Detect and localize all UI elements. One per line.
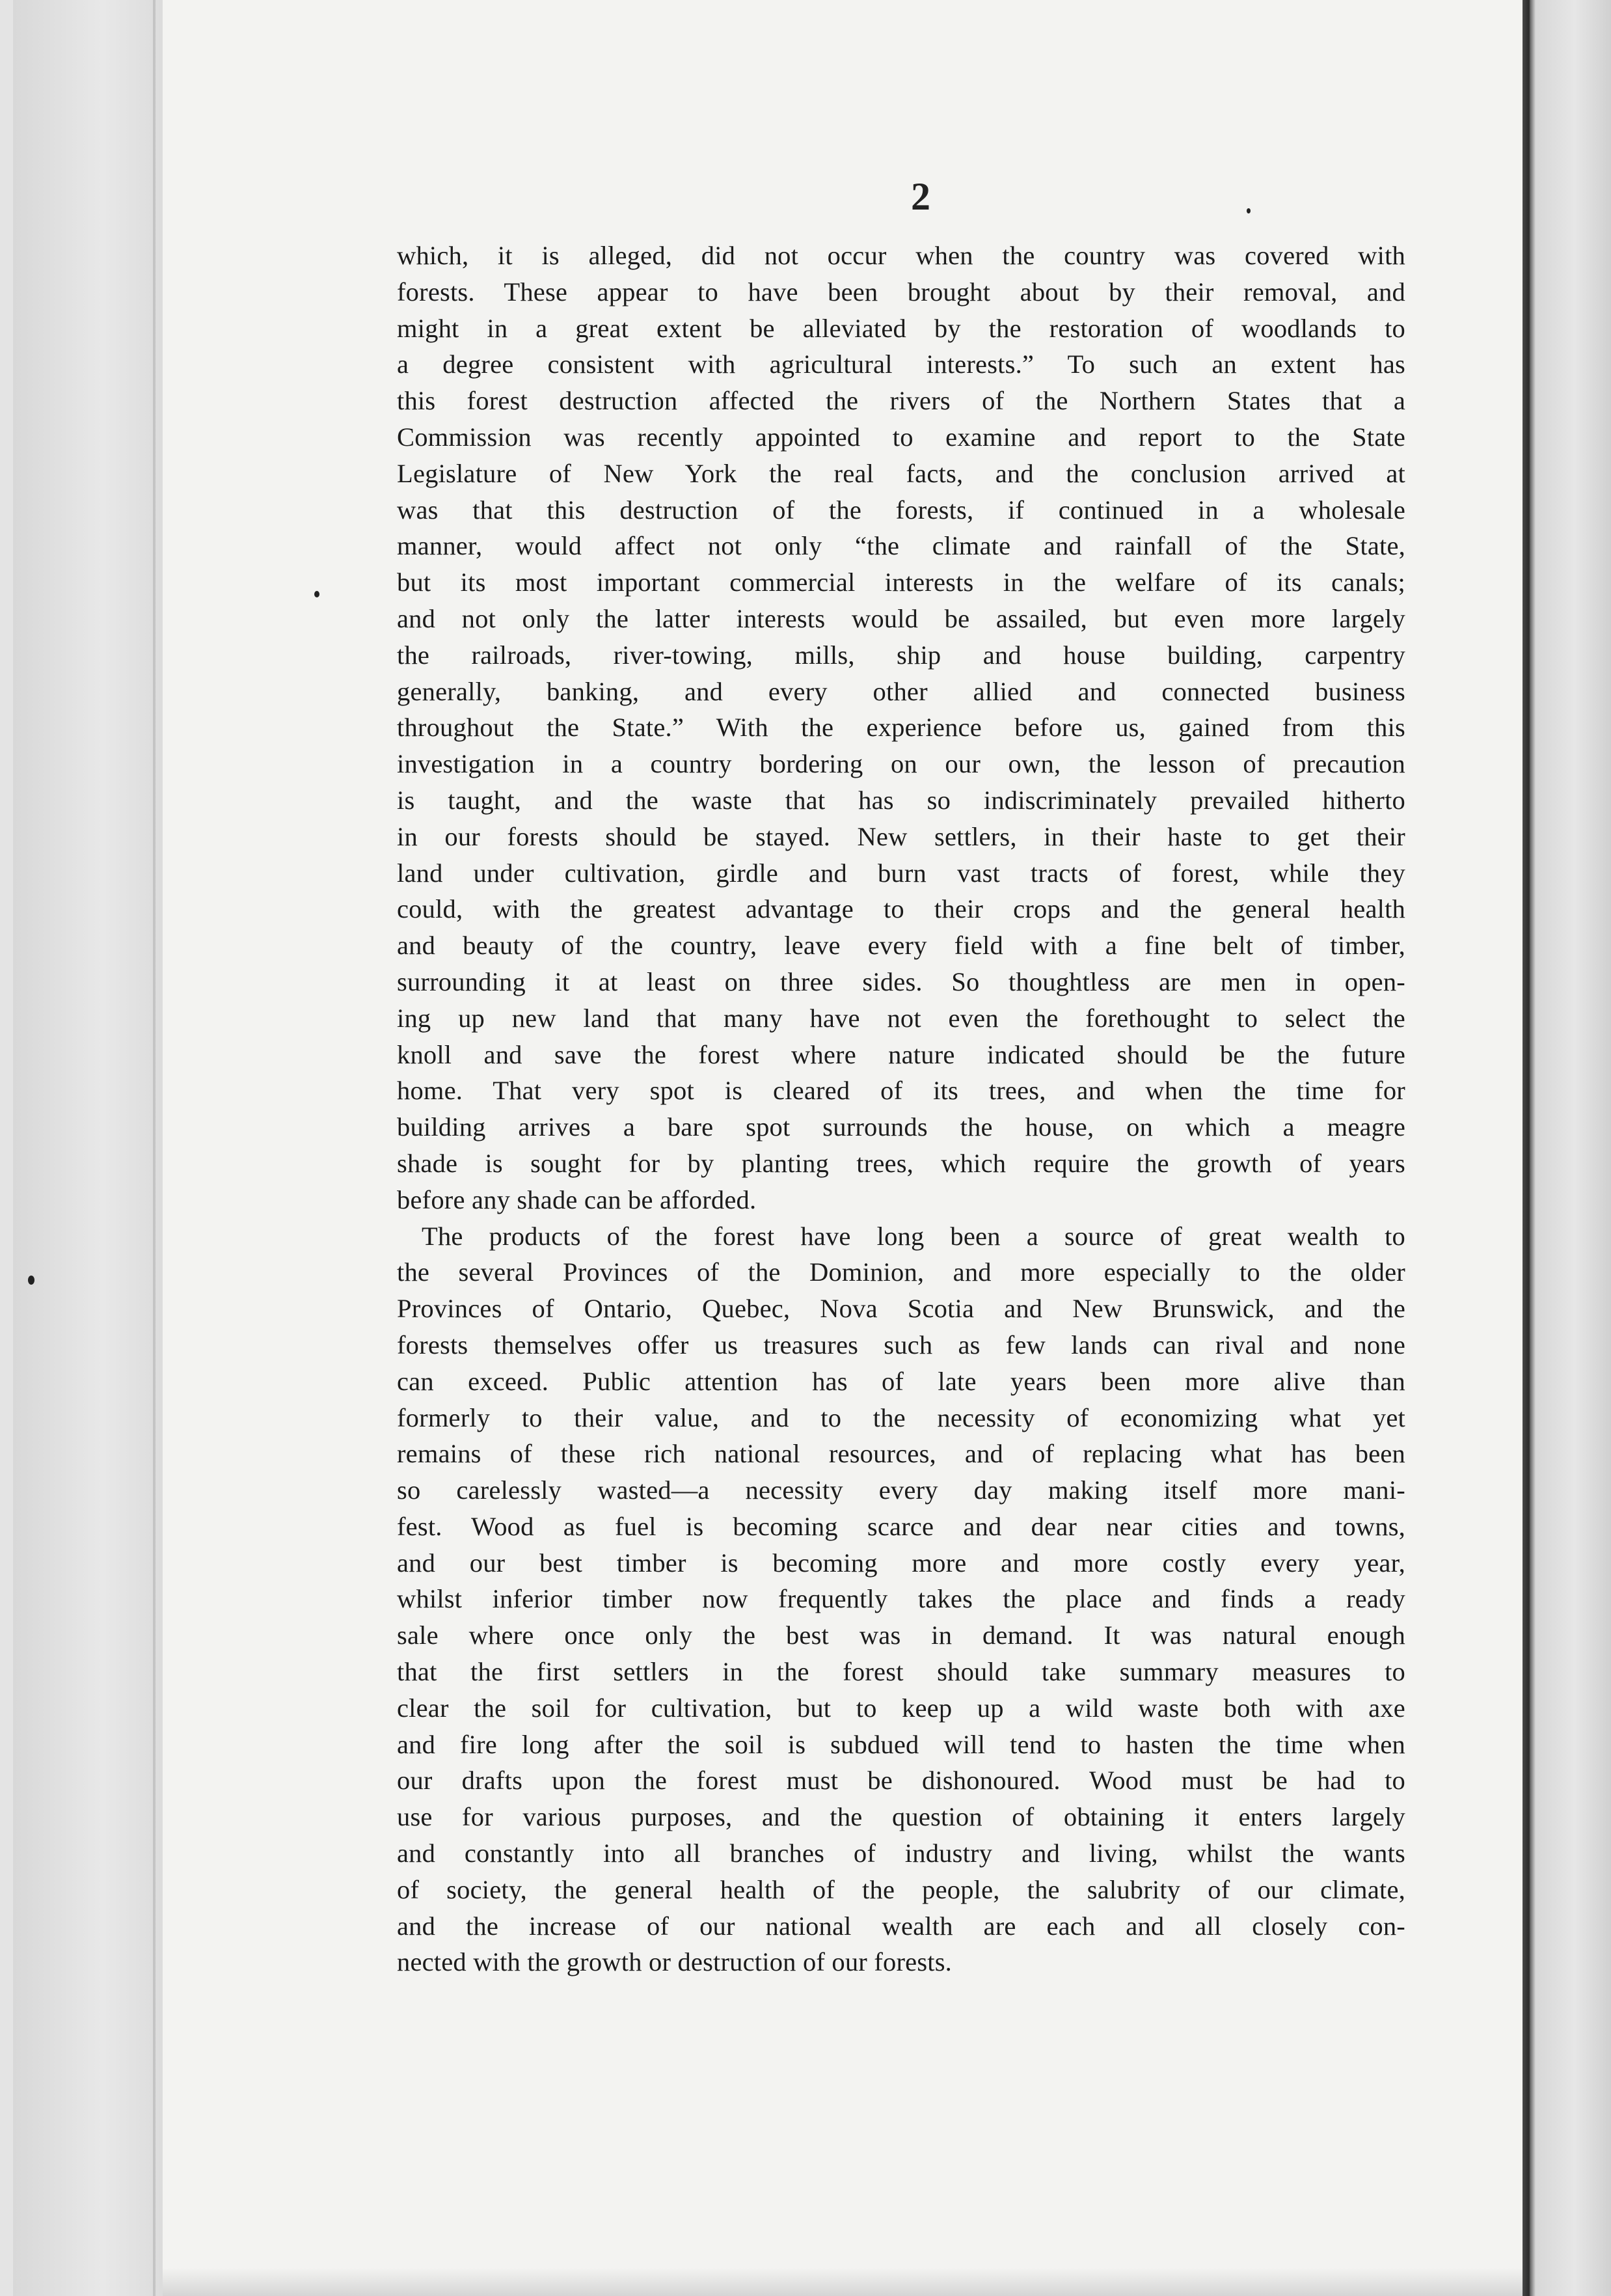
right-page-edge xyxy=(1523,0,1611,2296)
text-line: The products of the forest have long been a source of great wealth to xyxy=(422,1221,1405,1251)
text-line: ing up new land that many have not even the forethought to select the xyxy=(397,1003,1405,1033)
text-line: was that this destruction of the forests, if continued in a wholesale xyxy=(397,495,1405,525)
left-binding-margin xyxy=(13,0,163,2296)
text-line: Legislature of New York the real facts, and the conclusion arrived at xyxy=(397,458,1405,488)
text-line: knoll and save the forest where nature indicated should be the future xyxy=(397,1039,1405,1069)
text-line: clear the soil for cultivation, but to keep up a wild waste both with axe xyxy=(397,1693,1405,1723)
text-line: and beauty of the country, leave every field with a fine belt of timber, xyxy=(397,931,1405,961)
text-line: building arrives a bare spot surrounds the house, on which a meagre xyxy=(397,1112,1405,1142)
text-line: can exceed. Public attention has of late years been more alive than xyxy=(397,1366,1405,1396)
text-line: Provinces of Ontario, Quebec, Nova Scotia and New Brunswick, and the xyxy=(397,1294,1405,1324)
text-line: and not only the latter interests would be assailed, but even more largely xyxy=(397,603,1405,633)
text-line: and constantly into all branches of industry and living, whilst the wants xyxy=(397,1838,1405,1868)
scan-speck xyxy=(28,1276,34,1285)
paragraph xyxy=(397,238,1405,1218)
text-line: the railroads, river-towing, mills, ship and house building, carpentry xyxy=(397,640,1405,670)
text-line: so carelessly wasted—a necessity every day making itself more mani- xyxy=(397,1475,1405,1505)
text-line: whilst inferior timber now frequently takes the place and finds a ready xyxy=(397,1584,1405,1614)
scan-speck xyxy=(1247,208,1251,213)
text-line: shade is sought for by planting trees, which require the growth of years xyxy=(397,1148,1405,1178)
text-line: manner, would affect not only “the climate and rainfall of the State, xyxy=(397,531,1405,561)
text-line: generally, banking, and every other allied and connected business xyxy=(397,676,1405,706)
bottom-edge-shadow xyxy=(163,2268,1523,2296)
text-line: home. That very spot is cleared of its trees, and when the time for xyxy=(397,1076,1405,1106)
text-line: remains of these rich national resources, and of replacing what has been xyxy=(397,1439,1405,1469)
text-line: a degree consistent with agricultural interests.” To such an extent has xyxy=(397,349,1405,379)
text-line: sale where once only the best was in demand. It was natural enough xyxy=(397,1620,1405,1650)
text-line: this forest destruction affected the rivers of the Northern States that a xyxy=(397,386,1405,416)
text-line: is taught, and the waste that has so indiscriminately prevailed hitherto xyxy=(397,785,1405,815)
text-line: throughout the State.” With the experience before us, gained from this xyxy=(397,713,1405,743)
text-line: investigation in a country bordering on our own, the lesson of precaution xyxy=(397,749,1405,779)
body-text xyxy=(397,238,1405,1980)
text-line: forests. These appear to have been brought about by their removal, and xyxy=(397,277,1405,307)
scan-speck xyxy=(314,591,319,597)
text-line: which, it is alleged, did not occur when the country was covered with xyxy=(397,241,1405,270)
text-line: formerly to their value, and to the necessity of economizing what yet xyxy=(397,1402,1405,1432)
text-line: could, with the greatest advantage to their crops and the general health xyxy=(397,894,1405,924)
text-line: Commission was recently appointed to examine and report to the State xyxy=(397,422,1405,452)
text-line: but its most important commercial interests in the welfare of its canals; xyxy=(397,567,1405,597)
text-line: surrounding it at least on three sides. So thoughtless are men in open- xyxy=(397,966,1405,996)
text-line: fest. Wood as fuel is becoming scarce and dear near cities and towns, xyxy=(397,1511,1405,1541)
text-line: land under cultivation, girdle and burn vast tracts of forest, while they xyxy=(397,858,1405,888)
text-line: before any shade can be afforded. xyxy=(397,1184,757,1214)
text-line: might in a great extent be alleviated by the restoration of woodlands to xyxy=(397,313,1405,343)
text-line: and fire long after the soil is subdued will tend to hasten the time when xyxy=(397,1729,1405,1759)
text-line: in our forests should be stayed. New settlers, in their haste to get their xyxy=(397,821,1405,851)
text-line: our drafts upon the forest must be dishonoured. Wood must be had to xyxy=(397,1766,1405,1796)
paragraph xyxy=(397,1218,1405,1981)
text-line: and the increase of our national wealth are each and all closely con- xyxy=(397,1911,1405,1941)
text-line: forests themselves offer us treasures such as few lands can rival and none xyxy=(397,1330,1405,1360)
text-line: use for various purposes, and the question of obtaining it enters largely xyxy=(397,1802,1405,1832)
text-line: and our best timber is becoming more and more costly every year, xyxy=(397,1548,1405,1578)
text-line: of society, the general health of the people, the salubrity of our climate, xyxy=(397,1874,1405,1904)
page-number: 2 xyxy=(911,175,930,218)
text-line: nected with the growth or destruction of our forests. xyxy=(397,1947,953,1977)
text-line: the several Provinces of the Dominion, and more especially to the older xyxy=(397,1257,1405,1287)
text-line: that the first settlers in the forest should take summary measures to xyxy=(397,1657,1405,1687)
